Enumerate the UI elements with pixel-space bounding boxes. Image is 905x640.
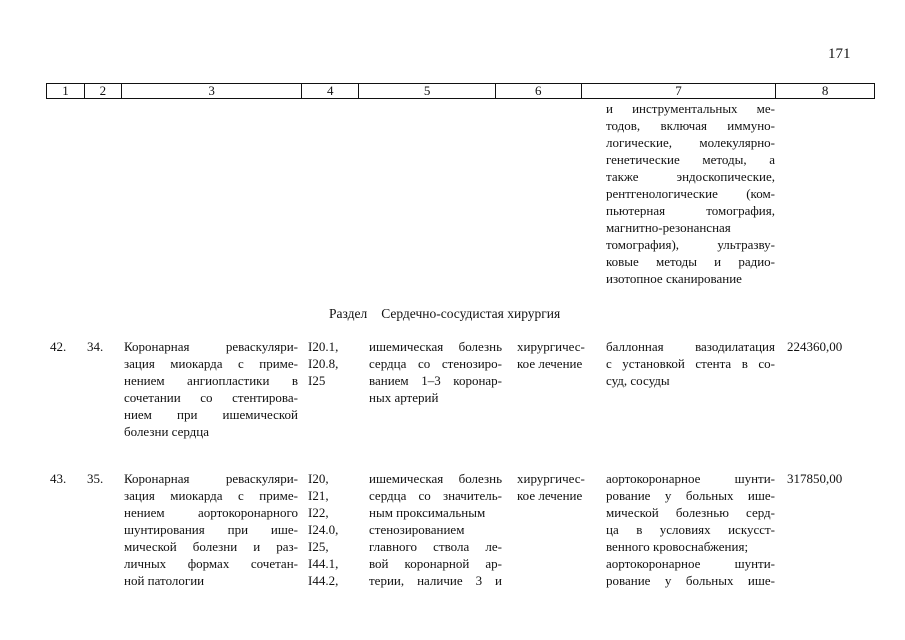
treatment-method xyxy=(606,470,775,589)
text-line: кое лечение xyxy=(517,488,583,503)
text-line: ванием 1–3 коронар- xyxy=(369,373,502,388)
header-col-7: 7 xyxy=(582,84,777,98)
text-line: мической болезнью серд- xyxy=(606,505,775,520)
text-line: магнитно-резонансная xyxy=(606,220,731,235)
header-col-2: 2 xyxy=(85,84,122,98)
text-line: I24.0, xyxy=(308,522,339,537)
text-line: нением ангиопластики в xyxy=(124,373,298,388)
text-line: кое лечение xyxy=(517,356,583,371)
text-line: Коронарная реваскуляри- xyxy=(124,339,298,354)
header-col-3: 3 xyxy=(122,84,303,98)
header-col-6: 6 xyxy=(496,84,582,98)
text-line: ной патологии xyxy=(124,573,205,588)
text-line: сочетании со стентирова- xyxy=(124,390,298,405)
section-title: Сердечно-сосудистая хирургия xyxy=(381,306,561,321)
treatment-method xyxy=(606,338,775,389)
text-line: аортокоронарное шунти- xyxy=(606,471,775,486)
text-line: пьютерная томография, xyxy=(606,203,775,218)
text-line: венного кровоснабжения; xyxy=(606,539,749,554)
text-line: ца в условиях искусст- xyxy=(606,522,775,537)
text-line: шунтирования при ише- xyxy=(124,522,298,537)
text-line: хирургичес- xyxy=(517,471,585,486)
text-line: мической болезни и раз- xyxy=(124,539,298,554)
text-line: ным проксимальным xyxy=(369,505,486,520)
row-number: 43. xyxy=(50,471,67,486)
text-line: нением аортокоронарного xyxy=(124,505,298,520)
diagnosis xyxy=(369,470,502,589)
text-line: зация миокарда с приме- xyxy=(124,356,298,371)
text-line: I20.8, xyxy=(308,356,339,371)
text-line: томография), ультразву- xyxy=(606,237,775,252)
icd-codes xyxy=(308,338,338,389)
text-line: и инструментальных ме- xyxy=(606,101,775,116)
text-line: I25, xyxy=(308,539,329,554)
text-line: хирургичес- xyxy=(517,339,585,354)
cost-value: 224360,00 xyxy=(787,339,843,354)
treatment-type xyxy=(517,470,585,504)
procedure-name xyxy=(124,470,298,589)
text-line: I20.1, xyxy=(308,339,339,354)
header-col-8: 8 xyxy=(821,83,829,98)
text-line: суд, сосуды xyxy=(606,373,670,388)
text-line: генетические методы, а xyxy=(606,152,775,167)
text-line: I21, xyxy=(308,488,329,503)
text-line: сердца со стенозиро- xyxy=(369,356,502,371)
text-line: вой коронарной ар- xyxy=(369,556,502,571)
icd-codes xyxy=(308,470,338,589)
text-line: рование у больных ише- xyxy=(606,573,775,588)
text-line: ных артерий xyxy=(369,390,439,405)
treatment-type xyxy=(517,338,585,372)
text-line: I22, xyxy=(308,505,329,520)
text-line: также эндоскопические, xyxy=(606,169,775,184)
text-line: рентгенологические (ком- xyxy=(606,186,775,201)
text-line: стенозированием xyxy=(369,522,465,537)
text-line: ишемическая болезнь xyxy=(369,339,502,354)
table-header-row xyxy=(46,83,875,99)
section-label: Раздел xyxy=(329,306,368,321)
row-subnumber: 34. xyxy=(87,339,104,354)
procedure-name xyxy=(124,338,298,440)
text-line: ковые методы и радио- xyxy=(606,254,775,269)
header-col-5: 5 xyxy=(359,84,496,98)
diagnosis xyxy=(369,338,502,406)
text-line: личных формах сочетан- xyxy=(124,556,298,571)
text-line: I20, xyxy=(308,471,329,486)
text-line: нием при ишемической xyxy=(124,407,298,422)
text-line: рование у больных ише- xyxy=(606,488,775,503)
text-line: аортокоронарное шунти- xyxy=(606,556,775,571)
text-line: зация миокарда с приме- xyxy=(124,488,298,503)
text-line: изотопное сканирование xyxy=(606,271,742,286)
text-line: Коронарная реваскуляри- xyxy=(124,471,298,486)
continuation-methods-text xyxy=(606,100,775,287)
header-col-1: 1 xyxy=(47,84,85,98)
text-line: терии, наличие 3 и xyxy=(369,573,502,588)
text-line: логические, молекулярно- xyxy=(606,135,775,150)
text-line: баллонная вазодилатация xyxy=(606,339,775,354)
text-line: болезни сердца xyxy=(124,424,210,439)
row-subnumber: 35. xyxy=(87,471,104,486)
cost-value: 317850,00 xyxy=(787,471,843,486)
text-line: I44.1, xyxy=(308,556,339,571)
page-number: 171 xyxy=(828,46,851,62)
header-col-4: 4 xyxy=(302,84,359,98)
text-line: с установкой стента в со- xyxy=(606,356,775,371)
text-line: главного ствола ле- xyxy=(369,539,502,554)
text-line: тодов, включая иммуно- xyxy=(606,118,775,133)
text-line: сердца со значитель- xyxy=(369,488,502,503)
row-number: 42. xyxy=(50,339,67,354)
section-heading xyxy=(329,306,560,322)
text-line: I25 xyxy=(308,373,326,388)
text-line: ишемическая болезнь xyxy=(369,471,502,486)
text-line: I44.2, xyxy=(308,573,339,588)
